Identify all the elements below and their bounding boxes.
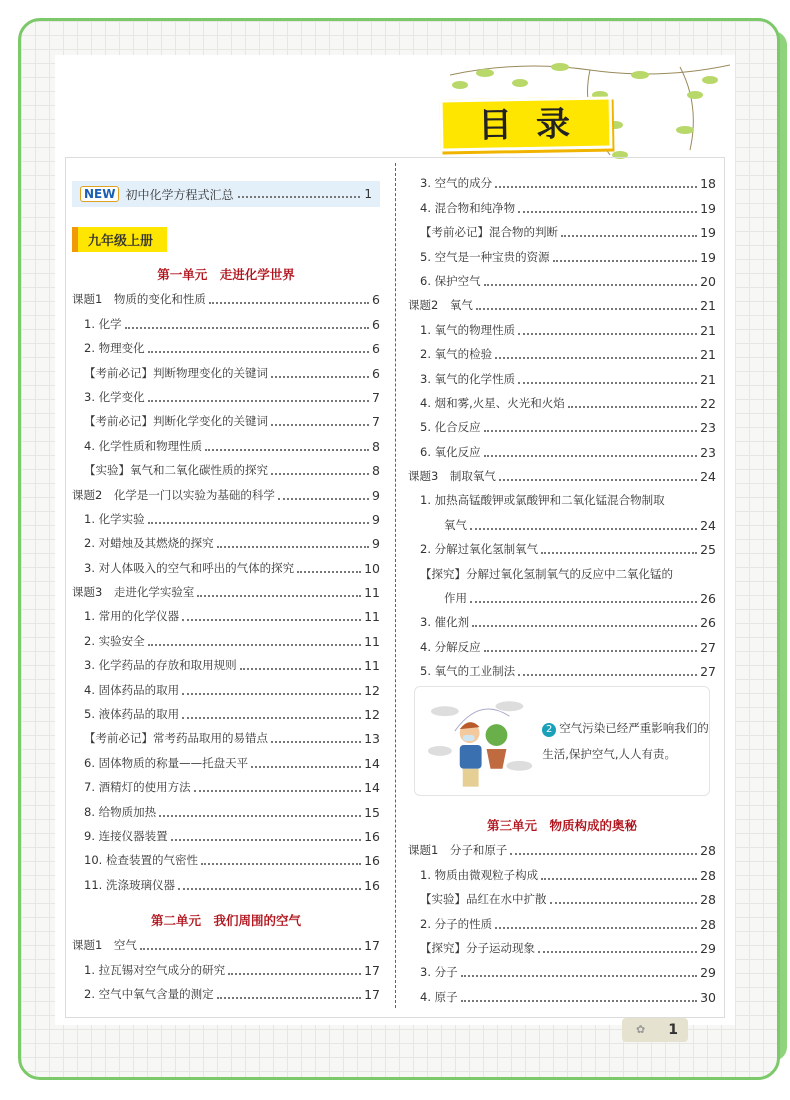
dot-leader	[561, 235, 697, 237]
toc-entry[interactable]	[408, 961, 716, 985]
entry-title: 5. 氧气的工业制法	[420, 664, 516, 679]
entry-title: 【实验】品红在水中扩散	[420, 892, 547, 907]
toc-entry[interactable]	[72, 800, 380, 824]
dot-leader	[251, 766, 361, 768]
toc-entry[interactable]	[408, 985, 716, 1009]
entry-title: 【实验】氧气和二氧化碳性质的探究	[84, 463, 268, 478]
entry-title: 10. 检查装置的气密性	[84, 853, 198, 868]
dot-leader	[297, 571, 361, 573]
entry-title: 2. 对蜡烛及其燃烧的探究	[84, 536, 214, 551]
entry-page: 24	[700, 517, 716, 533]
entry-page: 17	[364, 986, 380, 1002]
dot-leader	[171, 839, 361, 841]
entry-page: 29	[700, 940, 716, 956]
toc-entry[interactable]	[408, 937, 716, 961]
dot-leader	[518, 674, 697, 676]
entry-title: 课题2 氧气	[408, 298, 473, 313]
toc-entry[interactable]	[72, 532, 380, 556]
toc-topic[interactable]	[72, 288, 380, 312]
entry-title: 6. 固体物质的称量——托盘天平	[84, 755, 249, 770]
toc-entry[interactable]	[408, 367, 716, 391]
entry-title: 6. 保护空气	[420, 273, 481, 288]
entry-title: 2. 分解过氧化氢制氧气	[420, 542, 539, 557]
entry-page: 8	[372, 438, 380, 454]
entry-page: 29	[700, 965, 716, 981]
page-title: 目录	[440, 97, 613, 152]
entry-title: 3. 空气的成分	[420, 176, 493, 191]
toc-entry[interactable]	[72, 703, 380, 727]
dot-leader	[470, 528, 697, 530]
entry-page: 11	[364, 585, 380, 601]
entry-title: 课题1 分子和原子	[408, 843, 508, 858]
dot-leader	[472, 625, 697, 627]
entry-page: 20	[700, 273, 716, 289]
entry-page: 15	[364, 804, 380, 820]
dot-leader	[271, 376, 369, 378]
entry-title: 2. 氧气的检验	[420, 347, 493, 362]
entry-title: 【探究】分子运动现象	[420, 940, 535, 955]
entry-title: 2. 物理变化	[84, 341, 145, 356]
dot-leader	[148, 644, 361, 646]
dot-leader	[484, 455, 697, 457]
toc-entry[interactable]	[408, 172, 716, 196]
entry-page: 21	[700, 371, 716, 387]
toc-entry[interactable]	[408, 416, 716, 440]
new-badge: NEW	[80, 186, 119, 202]
entry-page: 9	[372, 487, 380, 503]
entry-title: 2. 空气中氧气含量的测定	[84, 986, 214, 1001]
entry-title: 1. 常用的化学仪器	[84, 609, 180, 624]
entry-page: 23	[700, 444, 716, 460]
entry-page: 17	[364, 938, 380, 954]
entry-page: 11	[364, 609, 380, 625]
toc-entry[interactable]	[72, 654, 380, 678]
toc-entry[interactable]	[72, 556, 380, 580]
dot-leader	[182, 693, 361, 695]
dot-leader	[159, 815, 361, 817]
entry-page: 11	[364, 658, 380, 674]
dot-leader	[550, 902, 698, 904]
entry-page: 19	[700, 249, 716, 265]
dot-leader	[541, 878, 697, 880]
entry-page: 13	[364, 731, 380, 747]
entry-page: 6	[372, 292, 380, 308]
dot-leader	[148, 522, 369, 524]
page-number-text: 1	[668, 1022, 678, 1038]
toc-entry[interactable]	[408, 245, 716, 269]
entry-title: 4. 原子	[420, 989, 458, 1004]
entry-page: 1	[364, 187, 372, 201]
entry-page: 21	[700, 298, 716, 314]
toc-entry[interactable]	[72, 825, 380, 849]
entry-title: 3. 催化剂	[420, 615, 470, 630]
dot-leader	[228, 973, 361, 975]
dot-leader	[518, 382, 697, 384]
entry-page: 25	[700, 542, 716, 558]
toc-entry[interactable]	[72, 873, 380, 897]
dot-leader	[484, 430, 697, 432]
entry-page: 14	[364, 755, 380, 771]
entry-title: 1. 物质由微观粒子构成	[420, 867, 539, 882]
toc-topic[interactable]	[408, 839, 716, 863]
dot-leader	[148, 351, 369, 353]
entry-title: 4. 混合物和纯净物	[420, 200, 516, 215]
entry-title: 课题3 制取氧气	[408, 469, 496, 484]
entry-page: 12	[364, 707, 380, 723]
entry-title: 【考前必记】常考药品取用的易错点	[84, 731, 268, 746]
toc-entry[interactable]	[408, 221, 716, 245]
dot-leader	[217, 546, 369, 548]
dot-leader	[271, 473, 369, 475]
caption-text: 空气污染已经严重影响我们的生活,保护空气,人人有责。	[542, 721, 709, 761]
entry-title: 3. 化学变化	[84, 389, 145, 404]
toc-entry[interactable]	[72, 678, 380, 702]
toc-topic[interactable]	[72, 581, 380, 605]
entry-page: 18	[700, 176, 716, 192]
dot-leader	[209, 302, 369, 304]
entry-page: 16	[364, 828, 380, 844]
dot-leader	[476, 308, 697, 310]
entry-page: 26	[700, 615, 716, 631]
toc-entry[interactable]	[72, 361, 380, 385]
entry-title: 1. 加热高锰酸钾或氯酸钾和二氧化锰混合物制取	[420, 493, 665, 508]
toc-entry[interactable]	[72, 727, 380, 751]
entry-page: 7	[372, 389, 380, 405]
toc-left-column	[72, 181, 380, 1007]
toc-entry[interactable]	[408, 587, 716, 611]
toc-entry[interactable]	[72, 958, 380, 982]
dot-leader	[553, 260, 697, 262]
entry-page: 11	[364, 633, 380, 649]
dot-leader	[499, 479, 697, 481]
toc-entry[interactable]	[408, 343, 716, 367]
entry-title: 1. 化学实验	[84, 511, 145, 526]
toc-entry[interactable]	[72, 508, 380, 532]
entry-title: 课题3 走进化学实验室	[72, 585, 195, 600]
entry-page: 17	[364, 962, 380, 978]
entry-page: 19	[700, 200, 716, 216]
toc-topic[interactable]	[72, 934, 380, 958]
entry-title: 作用	[444, 591, 467, 606]
toc-entry[interactable]	[408, 863, 716, 887]
dot-leader	[271, 741, 361, 743]
entry-page: 21	[700, 322, 716, 338]
toc-entry[interactable]	[408, 635, 716, 659]
toc-entry[interactable]	[408, 270, 716, 294]
entry-page: 6	[372, 316, 380, 332]
dot-leader	[484, 284, 697, 286]
dot-leader	[205, 449, 369, 451]
entry-title: 3. 对人体吸入的空气和呼出的气体的探究	[84, 560, 295, 575]
entry-page: 9	[372, 536, 380, 552]
entry-title: 9. 连接仪器装置	[84, 828, 168, 843]
entry-title: 4. 分解反应	[420, 639, 481, 654]
dot-leader	[182, 717, 361, 719]
illustration-box	[414, 686, 710, 796]
dot-leader	[194, 790, 361, 792]
flower-icon: ✿	[636, 1023, 646, 1036]
toc-entry[interactable]	[408, 888, 716, 912]
entry-page: 27	[700, 639, 716, 655]
toc-entry[interactable]	[408, 392, 716, 416]
dot-leader	[140, 948, 361, 950]
dot-leader	[461, 1000, 697, 1002]
entry-title: 5. 液体药品的取用	[84, 707, 180, 722]
dot-leader	[484, 650, 697, 652]
entry-title: 7. 酒精灯的使用方法	[84, 780, 191, 795]
toc-entry[interactable]	[408, 912, 716, 936]
caption-number: 2	[542, 723, 556, 737]
toc-entry[interactable]	[72, 605, 380, 629]
toc-right-bottom	[408, 813, 716, 1010]
entry-title: 氧气	[444, 517, 467, 532]
entry-title: 初中化学方程式汇总	[125, 187, 234, 202]
entry-page: 9	[372, 511, 380, 527]
entry-page: 28	[700, 867, 716, 883]
page-number	[622, 1018, 688, 1042]
entry-title: 5. 化合反应	[420, 420, 481, 435]
entry-title: 3. 氧气的化学性质	[420, 371, 516, 386]
entry-title: 4. 烟和雾,火星、火光和火焰	[420, 395, 565, 410]
toc-entry[interactable]	[408, 538, 716, 562]
entry-title: 1. 拉瓦锡对空气成分的研究	[84, 962, 226, 977]
toc-entry[interactable]	[408, 513, 716, 537]
entry-page: 28	[700, 916, 716, 932]
illustration-caption	[542, 715, 709, 767]
entry-page: 7	[372, 414, 380, 430]
entry-page: 21	[700, 347, 716, 363]
toc-entry[interactable]	[72, 776, 380, 800]
entry-page: 19	[700, 225, 716, 241]
dot-leader	[538, 951, 697, 953]
dot-leader	[470, 601, 697, 603]
toc-entry[interactable]	[408, 489, 716, 513]
dot-leader	[148, 400, 369, 402]
entry-page: 30	[700, 989, 716, 1005]
entry-title: 课题1 物质的变化和性质	[72, 292, 206, 307]
toc-entry[interactable]	[72, 459, 380, 483]
toc-entry[interactable]	[72, 983, 380, 1007]
toc-topic[interactable]	[408, 465, 716, 489]
dot-leader	[197, 595, 361, 597]
unit-heading: 第二单元 我们周围的空气	[150, 912, 301, 928]
dot-leader	[518, 211, 697, 213]
toc-entry[interactable]	[72, 410, 380, 434]
dot-leader	[518, 333, 697, 335]
toc-entry-new[interactable]	[72, 181, 380, 207]
entry-page: 22	[700, 395, 716, 411]
entry-title: 4. 固体药品的取用	[84, 682, 180, 697]
entry-page: 28	[700, 843, 716, 859]
entry-title: 5. 空气是一种宝贵的资源	[420, 249, 550, 264]
toc-entry[interactable]	[408, 562, 716, 586]
entry-title: 课题2 化学是一门以实验为基础的科学	[72, 487, 275, 502]
entry-page: 10	[364, 560, 380, 576]
entry-title: 课题1 空气	[72, 938, 137, 953]
toc-right-column	[408, 172, 716, 684]
dot-leader	[238, 190, 361, 198]
entry-page: 14	[364, 780, 380, 796]
dot-leader	[495, 357, 697, 359]
dot-leader	[217, 997, 361, 999]
toc-entry[interactable]	[408, 440, 716, 464]
toc-topic[interactable]	[72, 483, 380, 507]
entry-title: 【考前必记】判断物理变化的关键词	[84, 365, 268, 380]
person-with-plant-illustration	[425, 691, 534, 791]
toc-entry[interactable]	[72, 849, 380, 873]
entry-page: 16	[364, 853, 380, 869]
toc-entry[interactable]	[408, 611, 716, 635]
entry-page: 23	[700, 420, 716, 436]
entry-title: 2. 实验安全	[84, 633, 145, 648]
column-divider	[395, 163, 396, 1008]
toc-topic[interactable]	[408, 294, 716, 318]
dot-leader	[461, 975, 697, 977]
entry-page: 6	[372, 365, 380, 381]
entry-title: 3. 化学药品的存放和取用规则	[84, 658, 237, 673]
entry-title: 11. 洗涤玻璃仪器	[84, 877, 175, 892]
toc-entry[interactable]	[408, 318, 716, 342]
entry-title: 3. 分子	[420, 965, 458, 980]
toc-entry[interactable]	[72, 337, 380, 361]
grade-heading: 九年级上册	[72, 227, 167, 252]
entry-title: 6. 氧化反应	[420, 444, 481, 459]
entry-title: 【考前必记】混合物的判断	[420, 225, 558, 240]
dot-leader	[495, 927, 697, 929]
toc-entry[interactable]	[72, 386, 380, 410]
toc-entry[interactable]	[72, 629, 380, 653]
entry-title: 8. 给物质加热	[84, 804, 157, 819]
dot-leader	[178, 888, 361, 890]
entry-title: 【考前必记】判断化学变化的关键词	[84, 414, 268, 429]
unit-heading: 第一单元 走进化学世界	[157, 267, 295, 282]
dot-leader	[240, 668, 361, 670]
dot-leader	[125, 327, 369, 329]
entry-page: 6	[372, 341, 380, 357]
entry-title: 4. 化学性质和物理性质	[84, 438, 203, 453]
dot-leader	[271, 424, 369, 426]
entry-title: 1. 化学	[84, 316, 122, 331]
entry-title: 1. 氧气的物理性质	[420, 322, 516, 337]
dot-leader	[495, 186, 697, 188]
dot-leader	[182, 619, 361, 621]
entry-title: 2. 分子的性质	[420, 916, 493, 931]
toc-entry[interactable]	[72, 312, 380, 336]
entry-page: 27	[700, 664, 716, 680]
entry-page: 16	[364, 877, 380, 893]
toc-entry[interactable]	[408, 196, 716, 220]
dot-leader	[278, 498, 369, 500]
toc-entry[interactable]	[72, 434, 380, 458]
entry-page: 26	[700, 591, 716, 607]
entry-page: 12	[364, 682, 380, 698]
dot-leader	[510, 853, 697, 855]
dot-leader	[201, 863, 361, 865]
dot-leader	[541, 552, 697, 554]
unit-heading: 第三单元 物质构成的奥秘	[486, 818, 637, 833]
dot-leader	[568, 406, 697, 408]
toc-entry[interactable]	[72, 751, 380, 775]
toc-entry[interactable]	[408, 660, 716, 684]
entry-page: 28	[700, 892, 716, 908]
entry-page: 24	[700, 469, 716, 485]
entry-page: 8	[372, 463, 380, 479]
entry-title: 【探究】分解过氧化氢制氧气的反应中二氧化锰的	[420, 566, 673, 581]
